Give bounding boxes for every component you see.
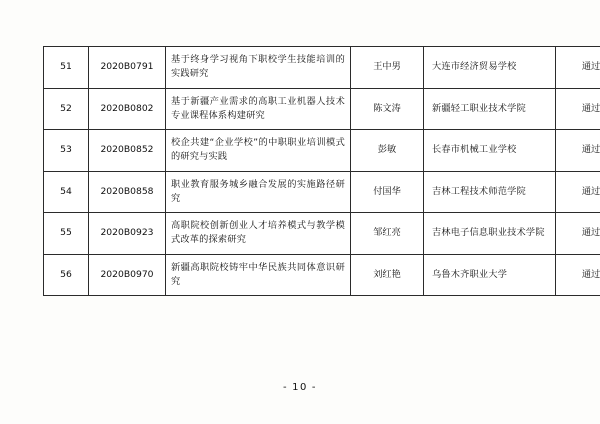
cell-conclusion-status: 通过	[556, 213, 600, 255]
table-row	[44, 130, 600, 172]
cell-principal-name: 彭敏	[351, 130, 424, 172]
cell-project-code: 2020B0923	[89, 213, 166, 255]
cell-project-code: 2020B0852	[89, 130, 166, 172]
cell-serial-number: 53	[44, 130, 89, 172]
cell-organization: 新疆轻工职业技术学院	[424, 88, 556, 130]
cell-project-title: 校企共建“企业学校”的中职职业培训模式的研究与实践	[166, 130, 351, 172]
table-row	[44, 213, 600, 255]
cell-project-code: 2020B0970	[89, 254, 166, 296]
table-row	[44, 254, 600, 296]
cell-organization: 大连市经济贸易学校	[424, 47, 556, 89]
cell-conclusion-status: 通过	[556, 47, 600, 89]
cell-principal-name: 邹红亮	[351, 213, 424, 255]
page-number-footer	[0, 382, 600, 393]
project-approval-table	[43, 46, 600, 296]
cell-project-title: 基于终身学习视角下职校学生技能培训的实践研究	[166, 47, 351, 89]
cell-organization: 长春市机械工业学校	[424, 130, 556, 172]
page-number-left-dash: -	[283, 382, 289, 393]
cell-serial-number: 52	[44, 88, 89, 130]
cell-principal-name: 刘红艳	[351, 254, 424, 296]
cell-project-title: 新疆高职院校铸牢中华民族共同体意识研究	[166, 254, 351, 296]
cell-principal-name: 陈文涛	[351, 88, 424, 130]
cell-project-title: 职业教育服务城乡融合发展的实施路径研究	[166, 171, 351, 213]
cell-conclusion-status: 通过	[556, 254, 600, 296]
cell-principal-name: 付国华	[351, 171, 424, 213]
cell-conclusion-status: 通过	[556, 88, 600, 130]
cell-project-code: 2020B0802	[89, 88, 166, 130]
cell-serial-number: 54	[44, 171, 89, 213]
page-number-right-dash: -	[311, 382, 317, 393]
cell-conclusion-status: 通过	[556, 130, 600, 172]
cell-principal-name: 王中男	[351, 47, 424, 89]
cell-project-title: 高职院校创新创业人才培养模式与教学模式改革的探索研究	[166, 213, 351, 255]
project-table-container	[43, 46, 600, 296]
page-number-value: 10	[292, 382, 308, 393]
cell-serial-number: 55	[44, 213, 89, 255]
cell-project-code: 2020B0858	[89, 171, 166, 213]
cell-organization: 乌鲁木齐职业大学	[424, 254, 556, 296]
cell-serial-number: 51	[44, 47, 89, 89]
cell-serial-number: 56	[44, 254, 89, 296]
cell-organization: 吉林工程技术师范学院	[424, 171, 556, 213]
cell-project-code: 2020B0791	[89, 47, 166, 89]
table-body	[44, 47, 600, 296]
cell-organization: 吉林电子信息职业技术学院	[424, 213, 556, 255]
table-row	[44, 88, 600, 130]
cell-project-title: 基于新疆产业需求的高职工业机器人技术专业课程体系构建研究	[166, 88, 351, 130]
table-row	[44, 171, 600, 213]
cell-conclusion-status: 通过	[556, 171, 600, 213]
table-row	[44, 47, 600, 89]
